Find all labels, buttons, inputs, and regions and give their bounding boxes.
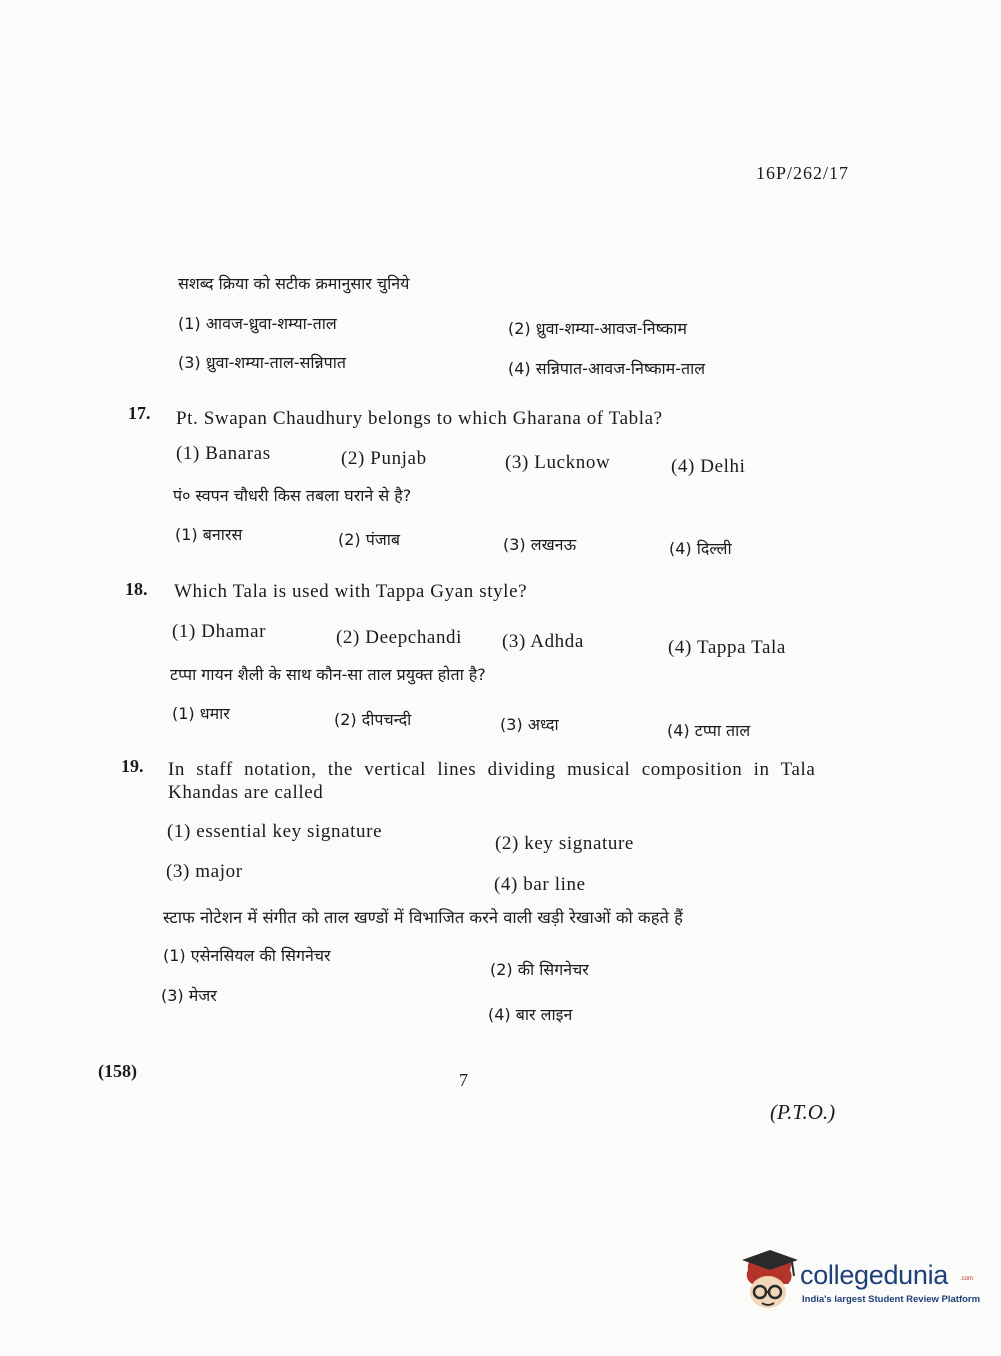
paper-code: 16P/262/17 xyxy=(756,163,850,183)
q19-stem-english-line-1: In staff notation, the vertical lines dividing musical composition in Tala xyxy=(168,759,816,780)
collegedunia-brand: collegedunia xyxy=(800,1260,949,1290)
q18-option-1-english: (1) Dhamar xyxy=(172,621,267,642)
q16-option-2-hindi: (2) ध्रुवा-शम्या-आवज-निष्काम xyxy=(508,319,687,338)
set-code: (158) xyxy=(98,1061,137,1081)
q19-option-3-english: (3) major xyxy=(166,861,243,882)
q16-stem-hindi: सशब्द क्रिया को सटीक क्रमानुसार चुनिये xyxy=(178,274,410,293)
q19-option-2-english: (2) key signature xyxy=(495,833,634,854)
q17-stem-english: Pt. Swapan Chaudhury belongs to which Gharana of Tabla? xyxy=(176,408,663,429)
q18-option-3-english: (3) Adhda xyxy=(502,631,584,652)
q17-option-1-english: (1) Banaras xyxy=(176,443,271,464)
q18-option-3-hindi: (3) अध्दा xyxy=(500,715,559,734)
q19-number: 19. xyxy=(121,756,144,776)
q19-option-4-english: (4) bar line xyxy=(494,874,586,895)
q17-option-2-english: (2) Punjab xyxy=(341,448,427,469)
q16-option-1-hindi: (1) आवज-ध्रुवा-शम्या-ताल xyxy=(178,314,337,333)
pto-label: (P.T.O.) xyxy=(770,1100,836,1124)
q19-option-1-hindi: (1) एसेनसियल की सिगनेचर xyxy=(163,946,331,965)
page-number: 7 xyxy=(459,1070,469,1090)
q19-stem-english-line-2: Khandas are called xyxy=(168,782,324,803)
q18-stem-hindi: टप्पा गायन शैली के साथ कौन-सा ताल प्रयुक्त होता है? xyxy=(170,665,486,684)
q17-option-2-hindi: (2) पंजाब xyxy=(338,530,400,549)
q17-stem-hindi: पं० स्वपन चौधरी किस तबला घराने से है? xyxy=(173,486,412,505)
q19-option-3-hindi: (3) मेजर xyxy=(161,986,217,1005)
q17-number: 17. xyxy=(128,403,151,423)
q18-option-2-english: (2) Deepchandi xyxy=(336,627,463,648)
q18-option-2-hindi: (2) दीपचन्दी xyxy=(334,710,412,729)
q18-option-4-english: (4) Tappa Tala xyxy=(668,637,786,658)
q17-option-3-english: (3) Lucknow xyxy=(505,452,611,473)
q19-option-4-hindi: (4) बार लाइन xyxy=(488,1005,573,1024)
q18-number: 18. xyxy=(125,579,148,599)
q17-option-4-hindi: (4) दिल्ली xyxy=(669,539,732,558)
q19-option-2-hindi: (2) की सिगनेचर xyxy=(490,960,589,979)
collegedunia-tagline: India's largest Student Review Platform xyxy=(802,1294,981,1305)
mascot-icon xyxy=(740,1250,800,1312)
q16-option-3-hindi: (3) ध्रुवा-शम्या-ताल-सन्निपात xyxy=(178,353,346,372)
q19-option-1-english: (1) essential key signature xyxy=(167,821,383,842)
collegedunia-watermark xyxy=(740,1250,981,1316)
q18-option-1-hindi: (1) धमार xyxy=(172,704,230,723)
q17-option-3-hindi: (3) लखनऊ xyxy=(503,535,577,554)
q17-option-1-hindi: (1) बनारस xyxy=(175,525,243,544)
q16-option-4-hindi: (4) सन्निपात-आवज-निष्काम-ताल xyxy=(508,359,706,378)
collegedunia-suffix: .com xyxy=(960,1276,974,1282)
q17-option-4-english: (4) Delhi xyxy=(671,456,746,477)
q18-option-4-hindi: (4) टप्पा ताल xyxy=(667,721,751,740)
q18-stem-english: Which Tala is used with Tappa Gyan style? xyxy=(174,581,528,602)
q19-stem-hindi: स्टाफ नोटेशन में संगीत को ताल खण्डों में विभाजित करने वाली खड़ी रेखाओं को कहते हैं xyxy=(163,908,683,927)
